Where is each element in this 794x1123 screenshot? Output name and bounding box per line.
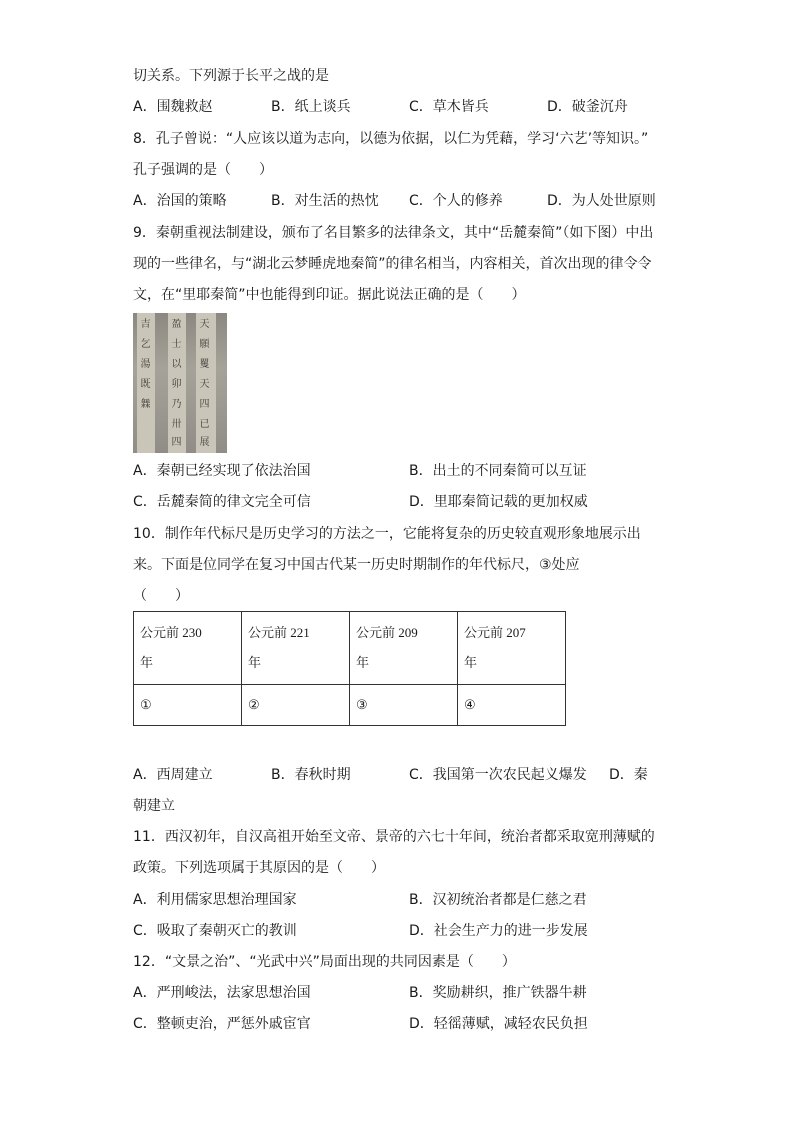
q12-option-c[interactable]: C．整顿吏治，严惩外戚宦官 [133, 1016, 311, 1032]
q10-option-c[interactable]: C．我国第一次农民起义爆发 [409, 767, 587, 783]
q12-option-d[interactable]: D．轻徭薄赋，减轻农民负担 [409, 1016, 588, 1032]
timeline-year-cell: 公元前 209 年 [350, 612, 458, 685]
timeline-mark-cell: ② [242, 685, 350, 726]
q11-option-a[interactable]: A．利用儒家思想治理国家 [133, 892, 297, 908]
q9-stem-line2: 现的一些律名，与“湖北云梦睡虎地秦简”的律名相当，内容相关，首次出现的律令令 [133, 256, 652, 272]
q10-stem-line1: 10．制作年代标尺是历史学习的方法之一，它能将复杂的历史较直观形象地展示出 [133, 526, 641, 542]
intro-text: 切关系。下列源于长平之战的是 [133, 68, 329, 84]
q7-option-a[interactable]: A．围魏救赵 [133, 99, 213, 115]
q11-stem-line1: 11．西汉初年，自汉高祖开始至文帝、景帝的六七十年间，统治者都采取宽刑薄赋的 [133, 829, 655, 845]
q7-option-c[interactable]: C．草木皆兵 [409, 99, 489, 115]
timeline-table [133, 611, 566, 726]
q9-option-b[interactable]: B．出土的不同秦简可以互证 [409, 463, 587, 479]
timeline-year-cell: 公元前 230 年 [134, 612, 242, 685]
q9-stem-line1: 9．秦朝重视法制建设，颁布了名目繁多的法律条文，其中“岳麓秦简”（如下图）中出 [133, 225, 654, 241]
q11-option-d[interactable]: D．社会生产力的进一步发展 [409, 923, 588, 939]
q9-stem-line3: 文，在“里耶秦简”中也能得到印证。据此说法正确的是（ ） [133, 287, 526, 303]
q10-option-d-cont: 朝建立 [133, 798, 175, 814]
q9-option-c[interactable]: C．岳麓秦简的律文完全可信 [133, 494, 311, 510]
bamboo-slips-photo: 吉 乞 湯 既 橆 盈 士 以 卯 乃 卅 四 天 願 矍 天 四 已 展 [133, 313, 227, 453]
q12-option-b[interactable]: B．奖励耕织，推广铁器牛耕 [409, 985, 587, 1001]
timeline-mark-cell: ④ [458, 685, 566, 726]
q11-stem-line2: 政策。下列选项属于其原因的是（ ） [133, 860, 385, 876]
timeline-mark-cell: ① [134, 685, 242, 726]
q10-option-d[interactable]: D．秦 [609, 767, 648, 783]
q8-stem-line1: 8．孔子曾说：“人应该以道为志向，以德为依据，以仁为凭藉，学习‘六艺’等知识。” [133, 131, 649, 147]
q12-stem: 12．“文景之治”、“光武中兴”局面出现的共同因素是（ ） [133, 954, 516, 970]
q8-option-d[interactable]: D．为人处世原则 [547, 193, 656, 209]
q10-option-a[interactable]: A．西周建立 [133, 767, 213, 783]
q11-option-b[interactable]: B．汉初统治者都是仁慈之君 [409, 892, 587, 908]
q8-stem-line2: 孔子强调的是（ ） [133, 162, 273, 178]
q9-option-a[interactable]: A．秦朝已经实现了依法治国 [133, 463, 311, 479]
q7-option-b[interactable]: B．纸上谈兵 [271, 99, 351, 115]
q12-option-a[interactable]: A．严刑峻法，法家思想治国 [133, 985, 311, 1001]
q8-option-b[interactable]: B．对生活的热忱 [271, 193, 379, 209]
q10-option-b[interactable]: B．春秋时期 [271, 767, 351, 783]
timeline-year-cell: 公元前 207 年 [458, 612, 566, 685]
q7-option-d[interactable]: D．破釜沉舟 [547, 99, 628, 115]
q8-option-a[interactable]: A．治国的策略 [133, 193, 227, 209]
q9-option-d[interactable]: D．里耶秦简记载的更加权威 [409, 494, 588, 510]
timeline-year-cell: 公元前 221 年 [242, 612, 350, 685]
q10-stem-line2: 来。下面是位同学在复习中国古代某一历史时期制作的年代标尺，③处应 [133, 557, 580, 573]
q10-stem-line3: （ ） [133, 588, 189, 604]
q11-option-c[interactable]: C．吸取了秦朝灭亡的教训 [133, 923, 297, 939]
timeline-mark-cell: ③ [350, 685, 458, 726]
q8-option-c[interactable]: C．个人的修养 [409, 193, 503, 209]
